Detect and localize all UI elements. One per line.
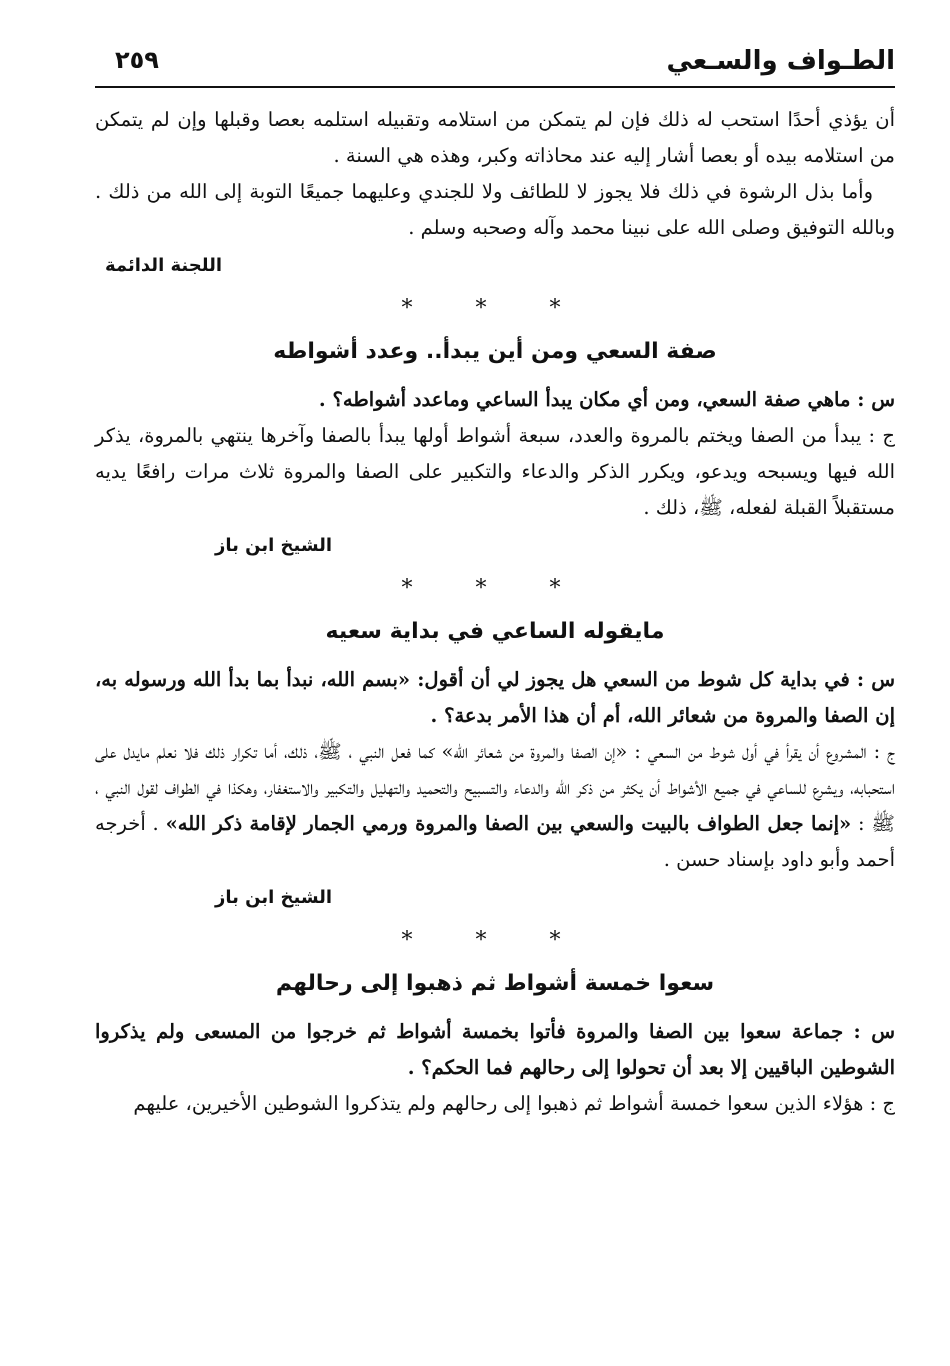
section-separator: * * * xyxy=(401,576,589,601)
signature-committee: اللجنة الدائمة xyxy=(105,255,223,276)
page-content xyxy=(95,102,895,1122)
answer-text: ج : هؤلاء الذين سعوا خمسة أشواط ثم ذهبوا إلى رحالهم ولم يتذكروا الشوطين الأخيرين، عليهم xyxy=(133,1092,895,1115)
question-text: س : في بداية كل شوط من السعي هل يجوز لي أن أقول: «بسم الله، نبدأ بما بدأ الله ورسوله به، إن الصفا والمروة من شعائر الله، أم أن هذا الأمر بدعة؟ . xyxy=(95,668,895,727)
section-separator: * * * xyxy=(401,296,589,321)
signature-sheikh: الشيخ ابن باز xyxy=(215,887,333,908)
running-title: الطـواف والسـعي xyxy=(666,46,895,76)
question-text: س : ماهي صفة السعي، ومن أي مكان يبدأ الساعي وماعدد أشواطه؟ . xyxy=(318,388,895,411)
section-separator: * * * xyxy=(401,928,589,953)
question-text: س : جماعة سعوا بين الصفا والمروة فأتوا بخمسة أشواط ثم خرجوا من المسعى ولم يذكروا الشوطين الباقيين إلا بعد أن تحولوا إلى رحالهم فما الحكم؟ . xyxy=(95,1020,895,1079)
book-page xyxy=(95,40,895,1366)
answer-text: ج : يبدأ من الصفا ويختم بالمروة والعدد، سبعة أشواط أولها يبدأ بالصفا وآخرها ينتهي بالمروة، يذكر الله فيها ويسبحه ويدعو، ويكرر الذكر والدعاء والتكبير على الصفا والمروة ثلاث مرات رافعًا يديه مستقبلاً القبلة لفعله، ﷺ، ذلك . xyxy=(95,424,895,519)
section-title: مايقوله الساعي في بداية سعيه xyxy=(325,619,665,644)
page-number: ٢٥٩ xyxy=(115,46,159,74)
section-title: صفة السعي ومن أين يبدأ.. وعدد أشواطه xyxy=(273,339,717,364)
fatwa-section xyxy=(95,612,895,918)
paragraph: وأما بذل الرشوة في ذلك فلا يجوز لا للطائف ولا للجندي وعليهما جميعًا التوبة إلى الله من ذلك . وبالله التوفيق وصلى الله على نبينا محمد وآله وصحبه وسلم . xyxy=(95,180,895,239)
running-header xyxy=(95,40,895,88)
signature-sheikh: الشيخ ابن باز xyxy=(215,535,333,556)
paragraph: أن يؤذي أحدًا استحب له ذلك فإن لم يتمكن من استلامه وتقبيله استلمه بعصا وقبلها وإن لم يتمكن من استلامه بيده أو بعصا أشار إليه عند محاذاته وكبر، وهذه هي السنة . xyxy=(95,108,895,167)
fatwa-section xyxy=(95,332,895,566)
fatwa-section xyxy=(95,964,895,1122)
answer-text xyxy=(95,734,895,878)
answer-text-part: . أخرجه أحمد وأبو داود بإسناد حسن . xyxy=(95,812,895,871)
section-title: سعوا خمسة أشواط ثم ذهبوا إلى رحالهم xyxy=(275,971,715,996)
hadith-quote: «إنما جعل الطواف بالبيت والسعي بين الصفا والمروة ورمي الجمار لإقامة ذكر الله» xyxy=(165,812,852,835)
answer-text-part: ج : المشروع أن يقرأ في أول شوط من السعي : «إن الصفا والمروة من شعائر الله» كما فعل النبي ، ﷺ، ذلك، أما تكرار ذلك فلا نعلم مايدل على استحبابه، ويشرع للساعي في جميع الأشواط أن يكثر من ذكر الله والدعاء والتسبيح والتحميد والتهليل والتكبير والاستغفار، وهكذا في الطواف لقول النبي ، ﷺ : xyxy=(95,740,895,835)
